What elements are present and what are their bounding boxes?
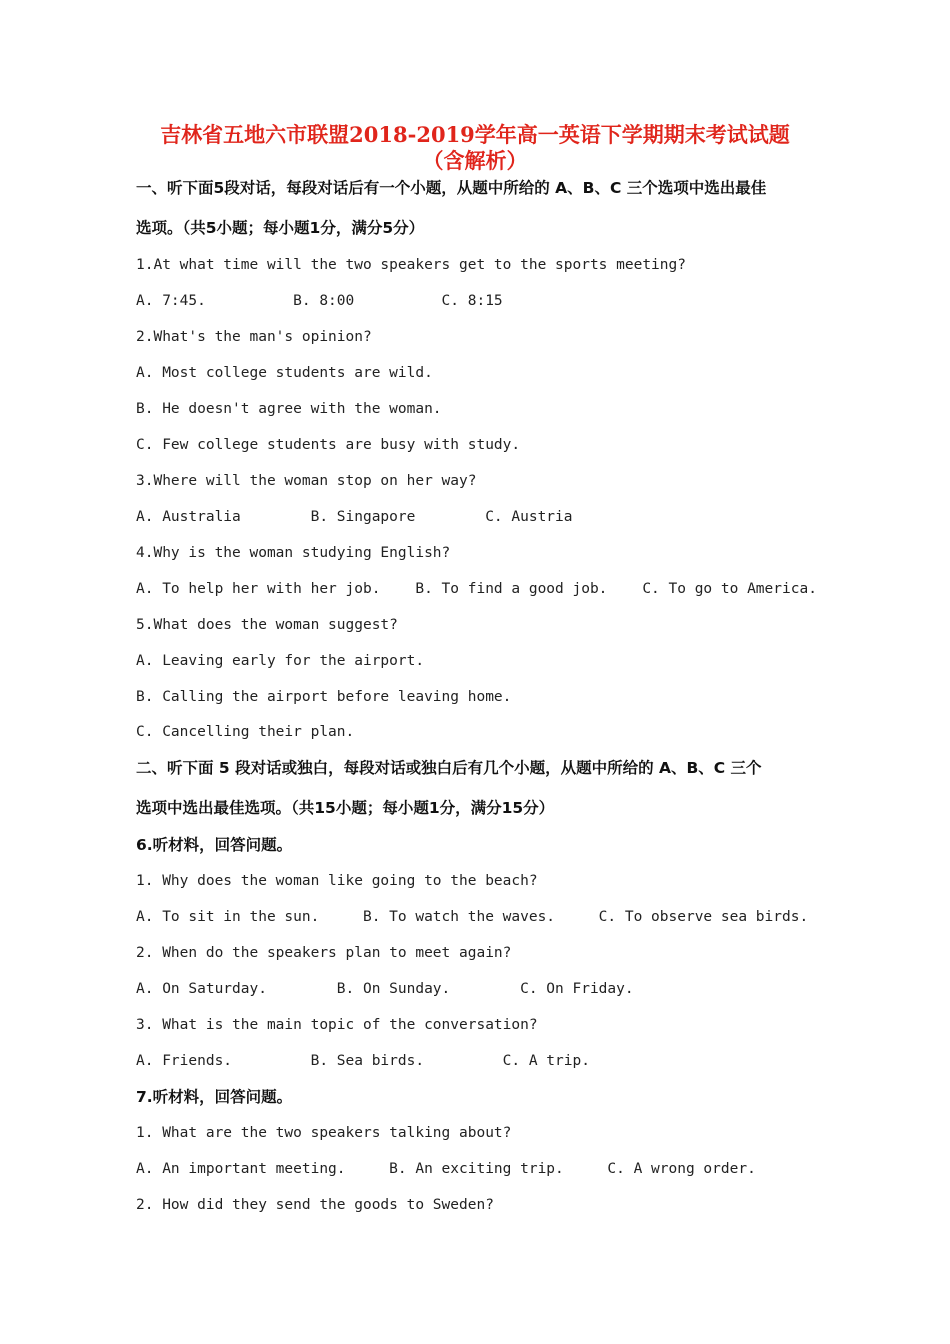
material-6-heading: 6.听材料，回答问题。 xyxy=(136,836,293,854)
question-2-option-a: A. Most college students are wild. xyxy=(136,365,433,381)
question-4: 4.Why is the woman studying English? xyxy=(136,545,451,561)
question-5-option-c: C. Cancelling their plan. xyxy=(136,724,355,740)
question-5-option-a: A. Leaving early for the airport. xyxy=(136,653,425,669)
question-2: 2.What's the man's opinion? xyxy=(136,329,372,345)
question-2-option-b: B. He doesn't agree with the woman. xyxy=(136,401,442,417)
material-6-question-3-options: A. Friends. B. Sea birds. C. A trip. xyxy=(136,1053,590,1069)
material-6-question-2: 2. When do the speakers plan to meet again? xyxy=(136,945,512,961)
question-4-options: A. To help her with her job. B. To find a good job. C. To go to America. xyxy=(136,581,817,597)
material-6-question-1: 1. Why does the woman like going to the beach? xyxy=(136,873,538,889)
material-6-question-1-options: A. To sit in the sun. B. To watch the waves. C. To observe sea birds. xyxy=(136,909,809,925)
question-3-options: A. Australia B. Singapore C. Austria xyxy=(136,509,573,525)
document-title: 吉林省五地六市联盟2018-2019学年高一英语下学期期末考试试题 xyxy=(160,122,790,147)
question-5-option-b: B. Calling the airport before leaving home. xyxy=(136,689,512,705)
material-7-heading: 7.听材料，回答问题。 xyxy=(136,1088,293,1106)
material-7-question-1: 1. What are the two speakers talking about? xyxy=(136,1125,512,1141)
section1-heading-cont: 选项。（共5小题；每小题1分，满分5分） xyxy=(136,219,425,237)
question-1: 1.At what time will the two speakers get to the sports meeting? xyxy=(136,257,686,273)
material-6-question-2-options: A. On Saturday. B. On Sunday. C. On Friday. xyxy=(136,981,634,997)
section2-heading: 二、听下面 5 段对话或独白，每段对话或独白后有几个小题，从题中所给的 A、B、C 三个 xyxy=(136,759,762,777)
material-7-question-1-options: A. An important meeting. B. An exciting trip. C. A wrong order. xyxy=(136,1161,756,1177)
question-3: 3.Where will the woman stop on her way? xyxy=(136,473,477,489)
section1-heading: 一、听下面5段对话，每段对话后有一个小题，从题中所给的 A、B、C 三个选项中选出最佳 xyxy=(136,179,767,197)
material-6-question-3: 3. What is the main topic of the conversation? xyxy=(136,1017,538,1033)
question-1-options: A. 7:45. B. 8:00 C. 8:15 xyxy=(136,293,503,309)
question-5: 5.What does the woman suggest? xyxy=(136,617,398,633)
material-7-question-2: 2. How did they send the goods to Sweden? xyxy=(136,1197,494,1213)
section2-heading-cont: 选项中选出最佳选项。（共15小题；每小题1分，满分15分） xyxy=(136,799,555,817)
document-title-note: （含解析） xyxy=(422,148,528,173)
question-2-option-c: C. Few college students are busy with study. xyxy=(136,437,521,453)
